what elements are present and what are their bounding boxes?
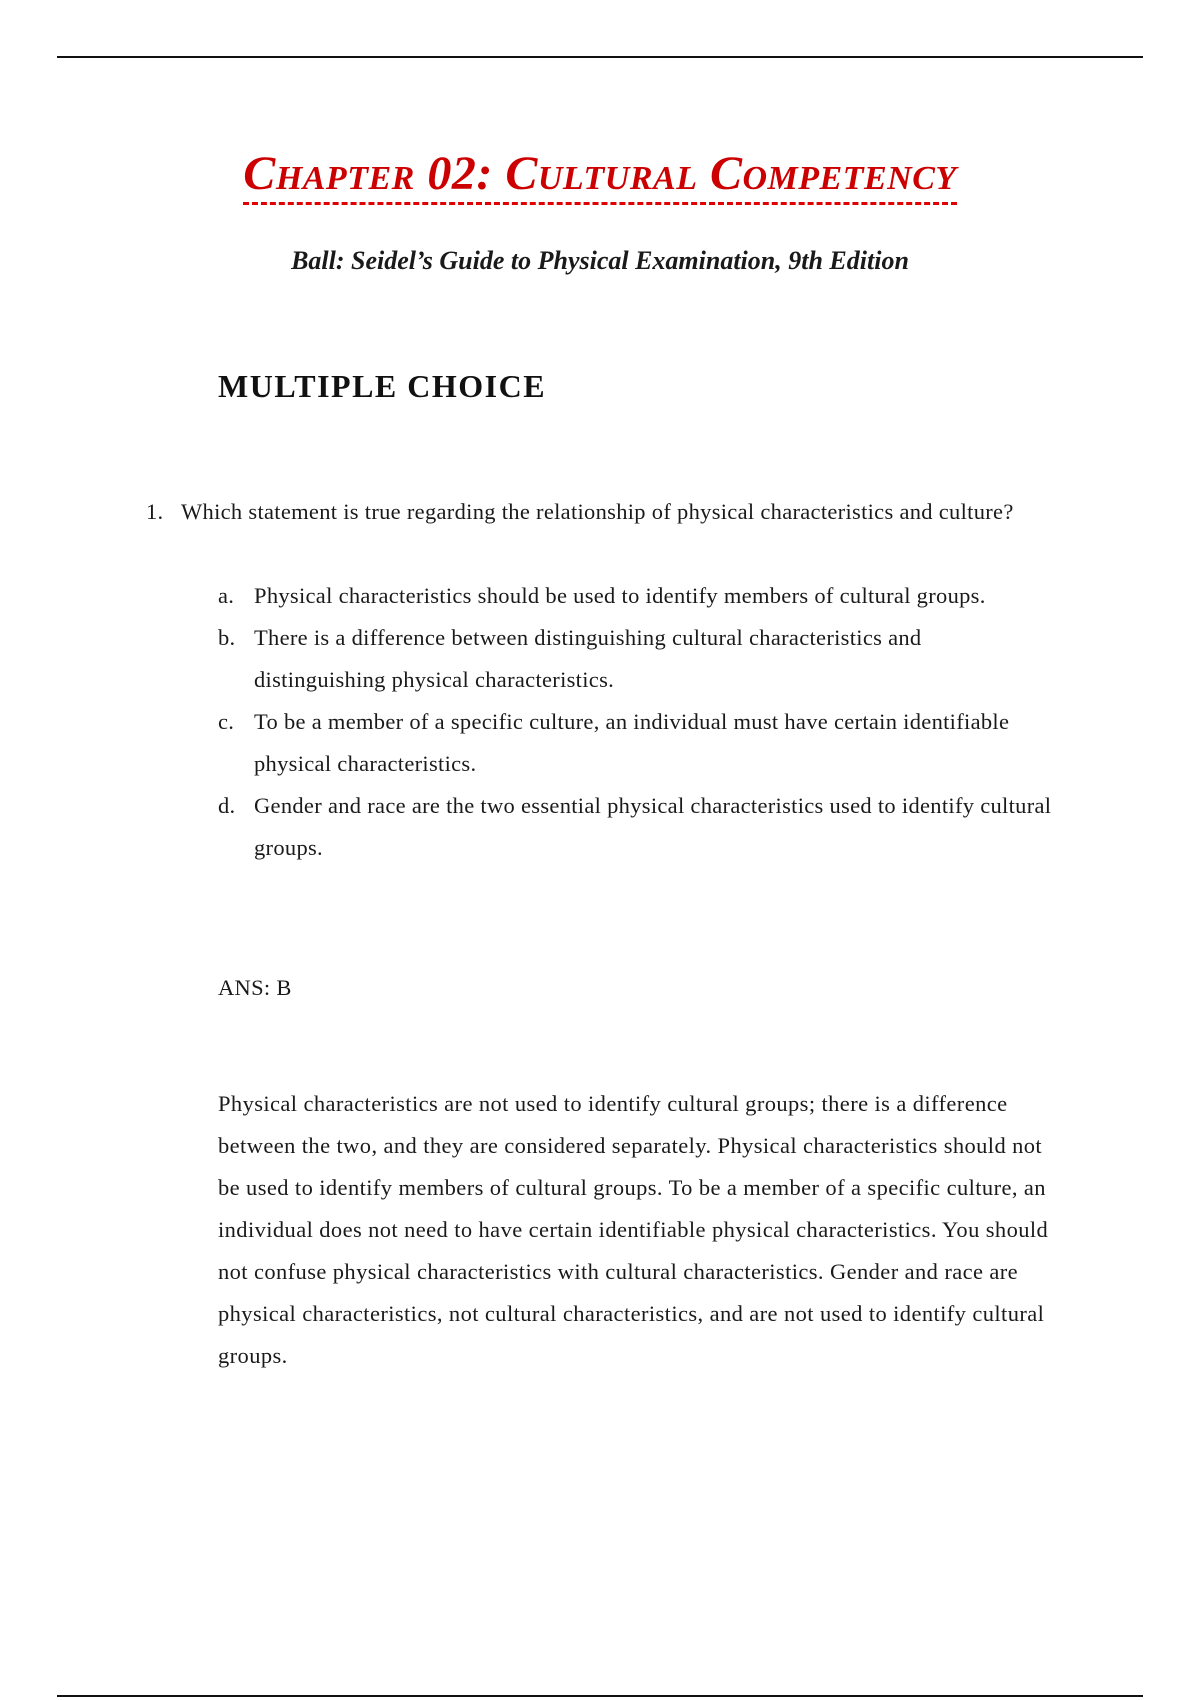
option-a: [218, 575, 1058, 617]
bottom-rule: [57, 1695, 1143, 1697]
option-b: [218, 617, 1058, 701]
option-d: [218, 785, 1058, 869]
option-text: Gender and race are the two essential physical characteristics used to identify cultural groups.: [254, 793, 1052, 860]
question-text: Which statement is true regarding the relationship of physical characteristics and culture?: [181, 499, 1014, 524]
option-letter: a.: [218, 583, 235, 608]
option-text: To be a member of a specific culture, an individual must have certain identifiable physical characteristics.: [254, 709, 1010, 776]
section-heading: MULTIPLE CHOICE: [218, 368, 547, 404]
answer-rationale: Physical characteristics are not used to identify cultural groups; there is a difference between the two, and they are considered separately. Physical characteristics should not be used to identify members of cultural groups. To be a member of a specific culture, an individual does not need to have certain identifiable physical characteristics. You should not confuse physical characteristics with cultural characteristics. Gender and race are physical characteristics, not cultural characteristics, and are not used to identify cultural groups.: [218, 1091, 1049, 1368]
chapter-title: [0, 146, 1200, 202]
answer-options: [218, 575, 1058, 869]
option-letter: b.: [218, 625, 236, 650]
top-rule: [57, 56, 1143, 58]
option-letter: c.: [218, 709, 235, 734]
chapter-title-text: Chapter 02: Cultural Competency: [243, 147, 956, 205]
book-subtitle: Ball: Seidel’s Guide to Physical Examination, 9th Edition: [291, 246, 909, 275]
option-c: [218, 701, 1058, 785]
option-text: Physical characteristics should be used to identify members of cultural groups.: [254, 583, 986, 608]
question-number: 1.: [146, 499, 164, 524]
answer-key: ANS: B: [218, 975, 292, 1000]
question-stem: [146, 491, 1056, 533]
option-text: There is a difference between distinguishing cultural characteristics and distinguishing physical characteristics.: [254, 625, 922, 692]
option-letter: d.: [218, 793, 236, 818]
